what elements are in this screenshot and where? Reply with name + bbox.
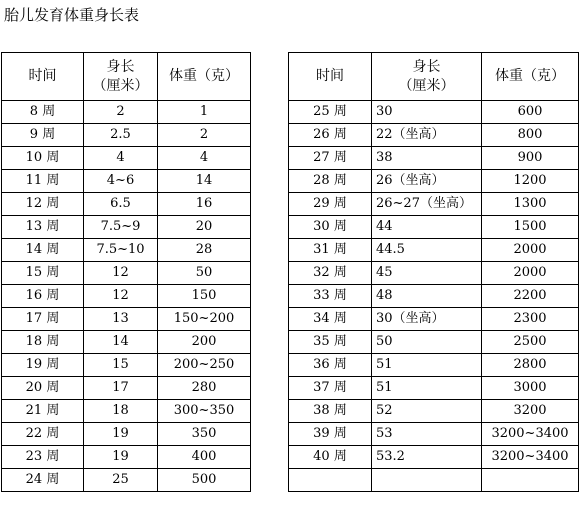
weight-cell: 2000 <box>482 239 579 262</box>
length-cell: 2 <box>84 101 158 124</box>
table-row <box>2 308 251 331</box>
table-row <box>2 331 251 354</box>
week-cell: 20 周 <box>2 377 84 400</box>
weight-cell: 28 <box>158 239 251 262</box>
week-cell: 8 周 <box>2 101 84 124</box>
weight-cell: 14 <box>158 170 251 193</box>
weight-cell: 1200 <box>482 170 579 193</box>
table-row <box>2 377 251 400</box>
length-cell: 51 <box>372 377 482 400</box>
table-row <box>289 331 579 354</box>
table-row <box>2 216 251 239</box>
header-length-line1: 身长 <box>412 58 441 75</box>
week-cell: 12 周 <box>2 193 84 216</box>
weight-cell: 800 <box>482 124 579 147</box>
length-cell: 14 <box>84 331 158 354</box>
weight-cell: 2 <box>158 124 251 147</box>
week-cell: 29 周 <box>289 193 372 216</box>
weight-cell: 150~200 <box>158 308 251 331</box>
week-cell: 22 周 <box>2 423 84 446</box>
table-row <box>289 216 579 239</box>
table-row <box>289 193 579 216</box>
table-row <box>2 193 251 216</box>
header-length-line2: （厘米） <box>398 77 455 94</box>
week-cell: 24 周 <box>2 469 84 492</box>
weight-cell: 200 <box>158 331 251 354</box>
table-row <box>2 400 251 423</box>
weight-cell: 2800 <box>482 354 579 377</box>
weight-cell: 3200 <box>482 400 579 423</box>
weight-cell: 16 <box>158 193 251 216</box>
table-row <box>289 354 579 377</box>
weight-cell <box>482 469 579 492</box>
week-cell: 17 周 <box>2 308 84 331</box>
length-cell <box>372 469 482 492</box>
header-weight: 体重（克） <box>158 53 251 101</box>
weight-cell: 2200 <box>482 285 579 308</box>
table-row <box>289 423 579 446</box>
length-cell: 50 <box>372 331 482 354</box>
weight-cell: 4 <box>158 147 251 170</box>
table-row <box>2 101 251 124</box>
length-cell: 25 <box>84 469 158 492</box>
table-row <box>2 285 251 308</box>
length-cell: 53.2 <box>372 446 482 469</box>
week-cell: 21 周 <box>2 400 84 423</box>
table-row <box>289 170 579 193</box>
growth-table-left <box>1 52 251 492</box>
length-cell: 4 <box>84 147 158 170</box>
length-cell: 7.5~10 <box>84 239 158 262</box>
weight-cell: 350 <box>158 423 251 446</box>
weight-cell: 3200~3400 <box>482 423 579 446</box>
table-row <box>289 124 579 147</box>
week-cell: 25 周 <box>289 101 372 124</box>
week-cell: 30 周 <box>289 216 372 239</box>
weight-cell: 150 <box>158 285 251 308</box>
growth-table-right <box>288 52 579 492</box>
week-cell: 11 周 <box>2 170 84 193</box>
weight-cell: 2300 <box>482 308 579 331</box>
table-row <box>289 377 579 400</box>
weight-cell: 200~250 <box>158 354 251 377</box>
weight-cell: 900 <box>482 147 579 170</box>
table-row <box>2 239 251 262</box>
length-cell: 12 <box>84 285 158 308</box>
table-row <box>2 423 251 446</box>
week-cell: 10 周 <box>2 147 84 170</box>
length-cell: 44 <box>372 216 482 239</box>
weight-cell: 1500 <box>482 216 579 239</box>
weight-cell: 280 <box>158 377 251 400</box>
length-cell: 30（坐高） <box>372 308 482 331</box>
table-row <box>2 170 251 193</box>
weight-cell: 600 <box>482 101 579 124</box>
table-row <box>2 262 251 285</box>
table-row <box>289 101 579 124</box>
week-cell: 38 周 <box>289 400 372 423</box>
week-cell: 32 周 <box>289 262 372 285</box>
length-cell: 17 <box>84 377 158 400</box>
weight-cell: 1300 <box>482 193 579 216</box>
weight-cell: 1 <box>158 101 251 124</box>
length-cell: 19 <box>84 423 158 446</box>
week-cell: 37 周 <box>289 377 372 400</box>
table-row <box>289 469 579 492</box>
week-cell: 34 周 <box>289 308 372 331</box>
week-cell <box>289 469 372 492</box>
header-length <box>84 53 158 101</box>
table-row <box>289 262 579 285</box>
weight-cell: 2000 <box>482 262 579 285</box>
header-length <box>372 53 482 101</box>
length-cell: 7.5~9 <box>84 216 158 239</box>
table-row <box>289 285 579 308</box>
table-row <box>2 469 251 492</box>
table-body-left <box>2 101 251 492</box>
length-cell: 6.5 <box>84 193 158 216</box>
week-cell: 19 周 <box>2 354 84 377</box>
document-title: 胎儿发育体重身长表 <box>4 6 140 24</box>
week-cell: 28 周 <box>289 170 372 193</box>
header-week: 时间 <box>289 53 372 101</box>
weight-cell: 50 <box>158 262 251 285</box>
table-row <box>2 446 251 469</box>
length-cell: 48 <box>372 285 482 308</box>
length-cell: 4~6 <box>84 170 158 193</box>
length-cell: 26（坐高） <box>372 170 482 193</box>
length-cell: 18 <box>84 400 158 423</box>
table-row <box>2 147 251 170</box>
weight-cell: 3000 <box>482 377 579 400</box>
weight-cell: 400 <box>158 446 251 469</box>
week-cell: 40 周 <box>289 446 372 469</box>
week-cell: 39 周 <box>289 423 372 446</box>
header-length-line2: （厘米） <box>92 77 149 94</box>
table-row <box>289 239 579 262</box>
length-cell: 30 <box>372 101 482 124</box>
length-cell: 26~27（坐高） <box>372 193 482 216</box>
week-cell: 23 周 <box>2 446 84 469</box>
week-cell: 27 周 <box>289 147 372 170</box>
week-cell: 31 周 <box>289 239 372 262</box>
weight-cell: 300~350 <box>158 400 251 423</box>
weight-cell: 3200~3400 <box>482 446 579 469</box>
length-cell: 15 <box>84 354 158 377</box>
table-row <box>289 400 579 423</box>
length-cell: 52 <box>372 400 482 423</box>
week-cell: 33 周 <box>289 285 372 308</box>
length-cell: 45 <box>372 262 482 285</box>
week-cell: 9 周 <box>2 124 84 147</box>
weight-cell: 20 <box>158 216 251 239</box>
length-cell: 2.5 <box>84 124 158 147</box>
length-cell: 53 <box>372 423 482 446</box>
header-row <box>289 53 579 101</box>
week-cell: 15 周 <box>2 262 84 285</box>
table-row <box>289 147 579 170</box>
header-length-line1: 身长 <box>106 58 135 75</box>
length-cell: 22（坐高） <box>372 124 482 147</box>
table-row <box>289 446 579 469</box>
week-cell: 14 周 <box>2 239 84 262</box>
header-row <box>2 53 251 101</box>
length-cell: 38 <box>372 147 482 170</box>
length-cell: 19 <box>84 446 158 469</box>
week-cell: 13 周 <box>2 216 84 239</box>
table-row <box>289 308 579 331</box>
week-cell: 18 周 <box>2 331 84 354</box>
week-cell: 36 周 <box>289 354 372 377</box>
length-cell: 51 <box>372 354 482 377</box>
length-cell: 12 <box>84 262 158 285</box>
weight-cell: 500 <box>158 469 251 492</box>
length-cell: 13 <box>84 308 158 331</box>
header-week: 时间 <box>2 53 84 101</box>
header-weight: 体重（克） <box>482 53 579 101</box>
weight-cell: 2500 <box>482 331 579 354</box>
week-cell: 35 周 <box>289 331 372 354</box>
length-cell: 44.5 <box>372 239 482 262</box>
week-cell: 16 周 <box>2 285 84 308</box>
table-row <box>2 354 251 377</box>
week-cell: 26 周 <box>289 124 372 147</box>
table-body-right <box>289 101 579 492</box>
table-row <box>2 124 251 147</box>
